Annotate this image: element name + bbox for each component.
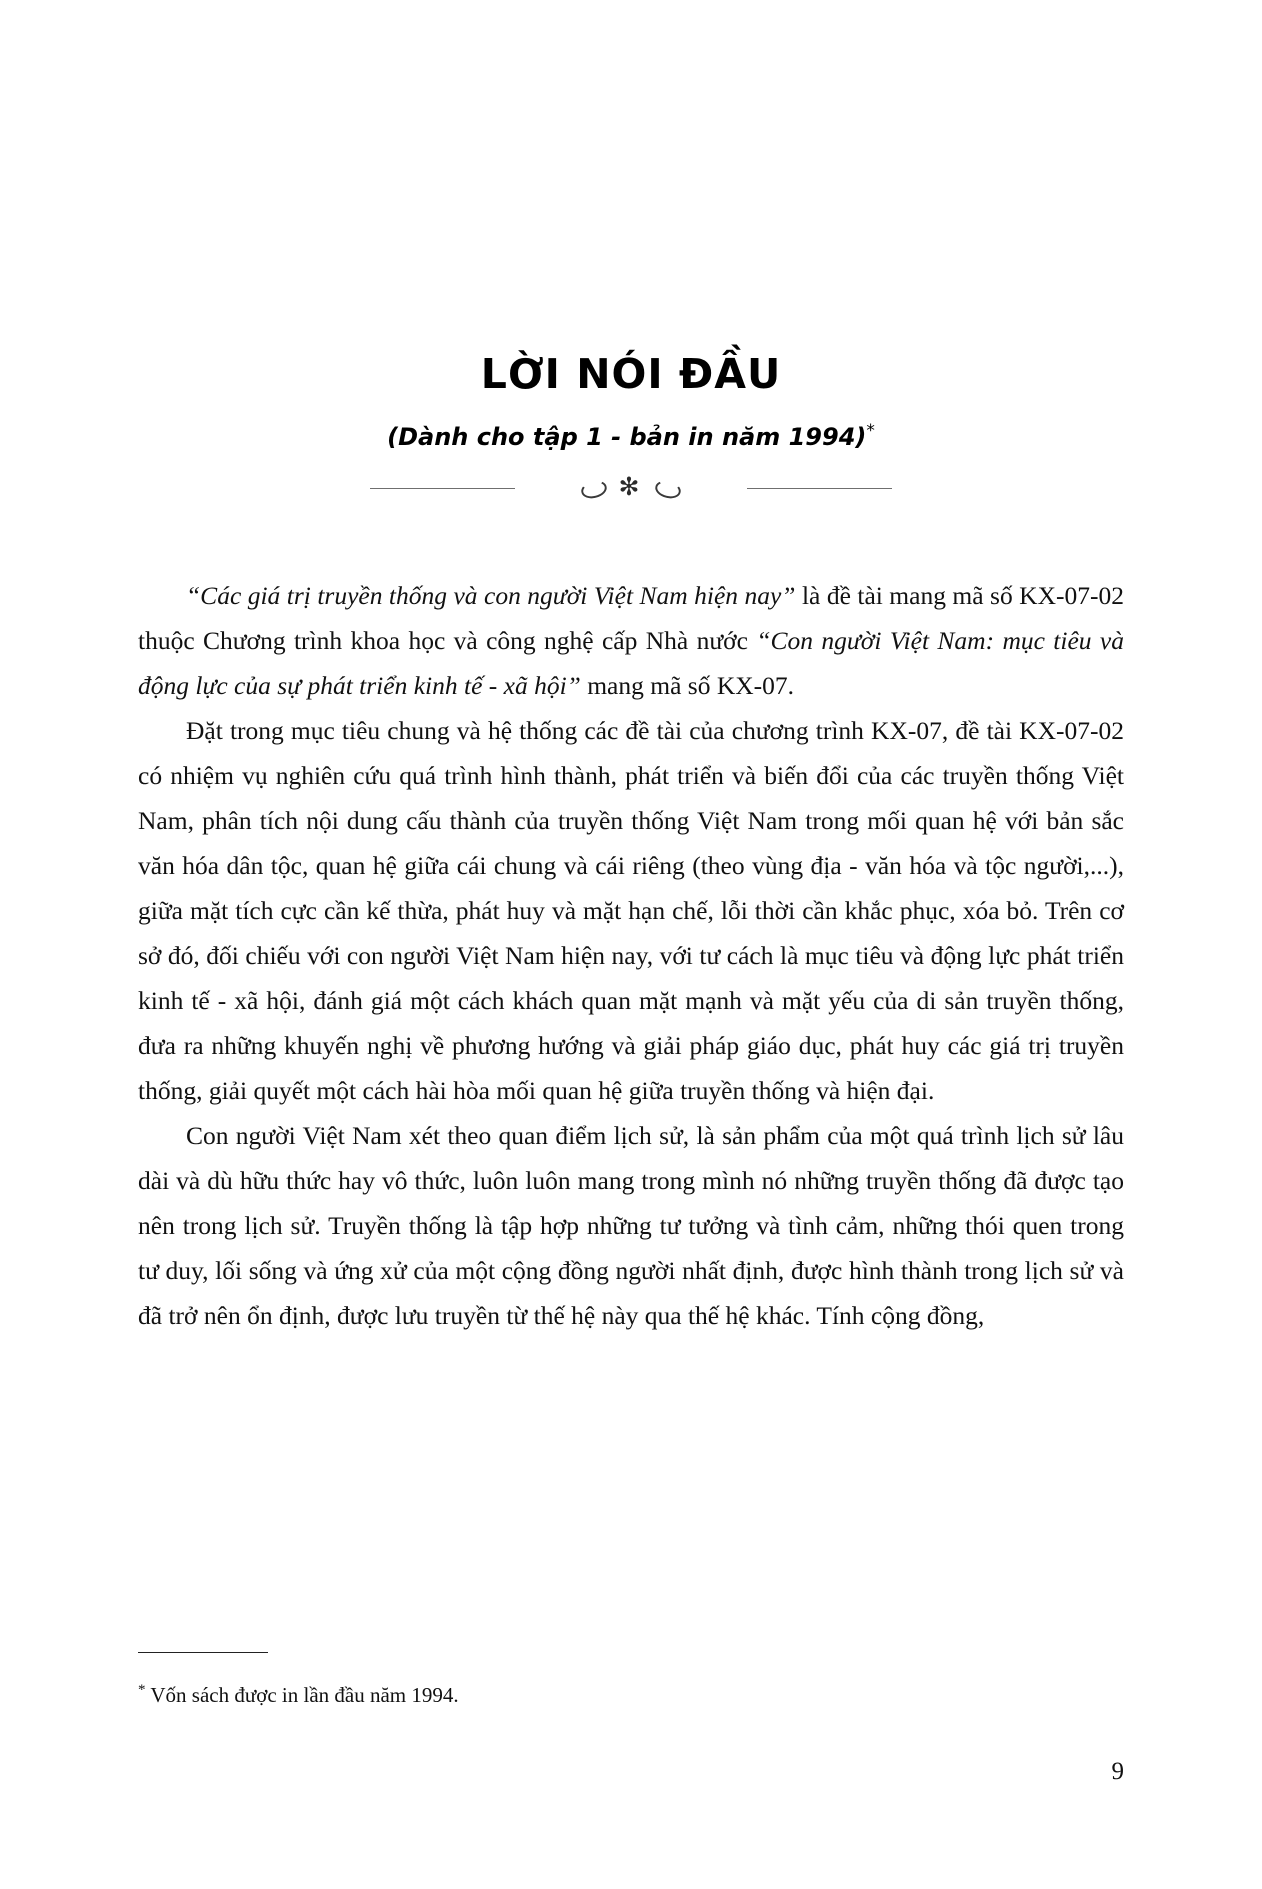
paragraph-1-run-1: “Các giá trị truyền thống và con người Việt Nam hiện nay” — [186, 581, 796, 611]
paragraph-3: Con người Việt Nam xét theo quan điểm lịch sử, là sản phẩm của một quá trình lịch sử lâu dài và dù hữu thức hay vô thức, luôn luôn mang trong mình nó những truyền thống đã được tạo nên trong lịch sử. Truyền thống là tập hợp những tư tưởng và tình cảm, những thói quen trong tư duy, lối sống và ứng xử của một cộng đồng người nhất định, được hình thành trong lịch sử và đã trở nên ổn định, được lưu truyền từ thế hệ này qua thế hệ khác. Tính cộng đồng, — [138, 1121, 1124, 1331]
paragraph-1-run-3: “Con người Việt Nam: mục tiêu và động lực của sự phát triển kinh tế - xã hội” — [138, 626, 1124, 701]
page-subtitle-text: (Dành cho tập 1 - bản in năm 1994) — [387, 423, 867, 452]
paragraph-1 — [138, 573, 1124, 708]
footnote-separator — [138, 1652, 268, 1653]
ornament-glyph-icon: ✻ — [618, 474, 644, 502]
footnote-marker: * — [138, 1682, 146, 1698]
page-content — [138, 0, 1124, 1889]
paragraph-1-run-4: mang mã số KX-07. — [580, 671, 795, 701]
page-subtitle — [138, 397, 1124, 451]
footnote-area — [138, 1652, 1124, 1710]
footnote-marker-superscript: * — [866, 421, 875, 442]
ornament-divider — [138, 469, 1124, 509]
footnote-text: Vốn sách được in lần đầu năm 1994. — [150, 1683, 459, 1707]
footnote — [138, 1675, 1124, 1710]
body-text — [138, 509, 1124, 1338]
page-title: LỜI NÓI ĐẦU — [480, 350, 782, 398]
paragraph-1-run-2: là đề tài mang mã số KX-07-02 thuộc Chương trình khoa học và công nghệ cấp Nhà nước — [138, 581, 1124, 656]
page-number: 9 — [1111, 1758, 1124, 1785]
paragraph-2: Đặt trong mục tiêu chung và hệ thống các đề tài của chương trình KX-07, đề tài KX-07-02 có nhiệm vụ nghiên cứu quá trình hình thành, phát triển và biến đổi của các truyền thống Việt Nam, phân tích nội dung cấu thành của truyền thống Việt Nam trong mối quan hệ với bản sắc văn hóa dân tộc, quan hệ giữa cái chung và cái riêng (theo vùng địa - văn hóa và tộc người,...), giữa mặt tích cực cần kế thừa, phát huy và mặt hạn chế, lỗi thời cần khắc phục, xóa bỏ. Trên cơ sở đó, đối chiếu với con người Việt Nam hiện nay, với tư cách là mục tiêu và động lực phát triển kinh tế - xã hội, đánh giá một cách khách quan mặt mạnh và mặt yếu của di sản truyền thống, đưa ra những khuyến nghị về phương hướng và giải pháp giáo dục, phát huy các giá trị truyền thống, giải quyết một cách hài hòa mối quan hệ giữa truyền thống và hiện đại. — [138, 716, 1124, 1106]
